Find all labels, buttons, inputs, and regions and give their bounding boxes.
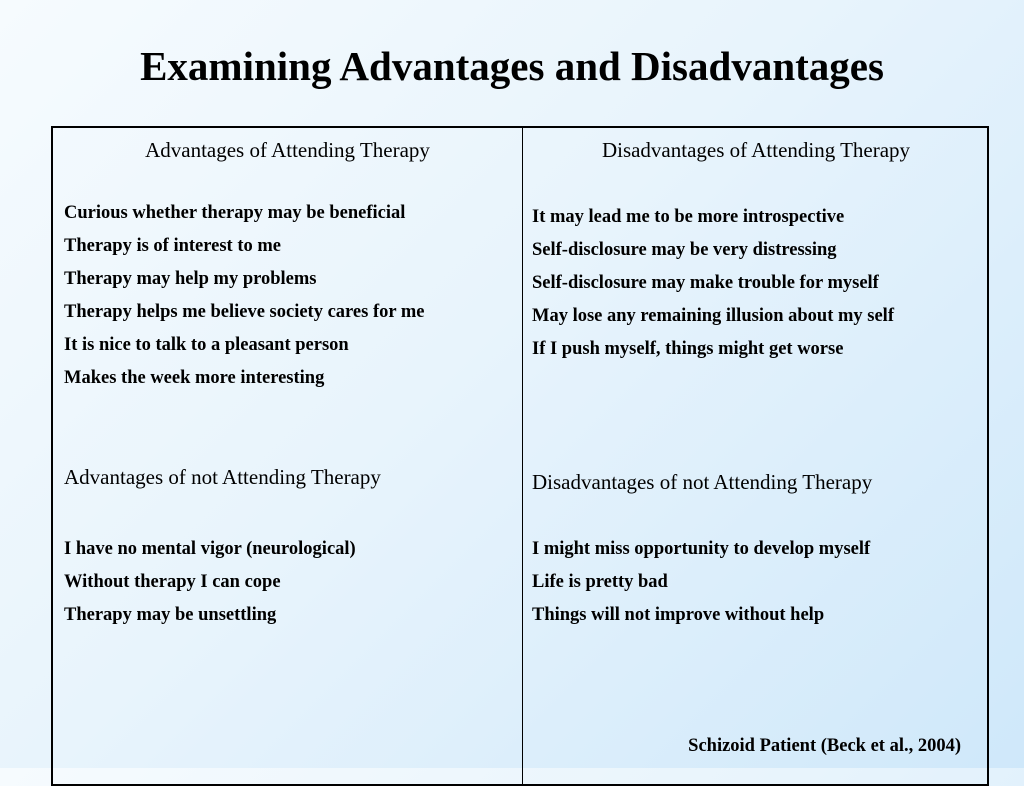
slide-title: Examining Advantages and Disadvantages bbox=[140, 43, 884, 89]
list-item: Things will not improve without help bbox=[532, 605, 825, 625]
list-item: Therapy may be unsettling bbox=[64, 605, 277, 625]
list-item: Without therapy I can cope bbox=[64, 572, 281, 592]
list-item: It is nice to talk to a pleasant person bbox=[64, 335, 349, 355]
advantages-column bbox=[53, 128, 522, 784]
list-item: Curious whether therapy may be beneficial bbox=[64, 203, 406, 223]
list-item: May lose any remaining illusion about my self bbox=[532, 306, 894, 326]
list-item: Therapy may help my problems bbox=[64, 269, 317, 289]
comparison-table bbox=[51, 126, 989, 786]
list-item: Self-disclosure may be very distressing bbox=[532, 240, 837, 260]
disadvantages-attending-header: Disadvantages of Attending Therapy bbox=[601, 138, 911, 162]
disadvantages-attending-list bbox=[532, 201, 894, 366]
list-item: Makes the week more interesting bbox=[64, 368, 325, 388]
citation: Schizoid Patient (Beck et al., 2004) bbox=[688, 736, 961, 756]
list-item: Therapy helps me believe society cares for me bbox=[64, 302, 425, 322]
advantages-not-attending-header: Advantages of not Attending Therapy bbox=[64, 465, 381, 489]
list-item: I might miss opportunity to develop myself bbox=[532, 539, 871, 559]
list-item: I have no mental vigor (neurological) bbox=[64, 539, 356, 559]
list-item: Therapy is of interest to me bbox=[64, 236, 281, 256]
advantages-attending-header: Advantages of Attending Therapy bbox=[145, 138, 430, 162]
disadvantages-not-attending-list bbox=[532, 533, 870, 632]
list-item: Self-disclosure may make trouble for myself bbox=[532, 273, 879, 293]
list-item: Life is pretty bad bbox=[532, 572, 668, 592]
advantages-not-attending-list bbox=[64, 533, 356, 632]
advantages-attending-list bbox=[64, 197, 425, 395]
list-item: It may lead me to be more introspective bbox=[532, 207, 845, 227]
disadvantages-column bbox=[523, 128, 989, 784]
disadvantages-not-attending-header: Disadvantages of not Attending Therapy bbox=[532, 470, 873, 494]
list-item: If I push myself, things might get worse bbox=[532, 339, 844, 359]
